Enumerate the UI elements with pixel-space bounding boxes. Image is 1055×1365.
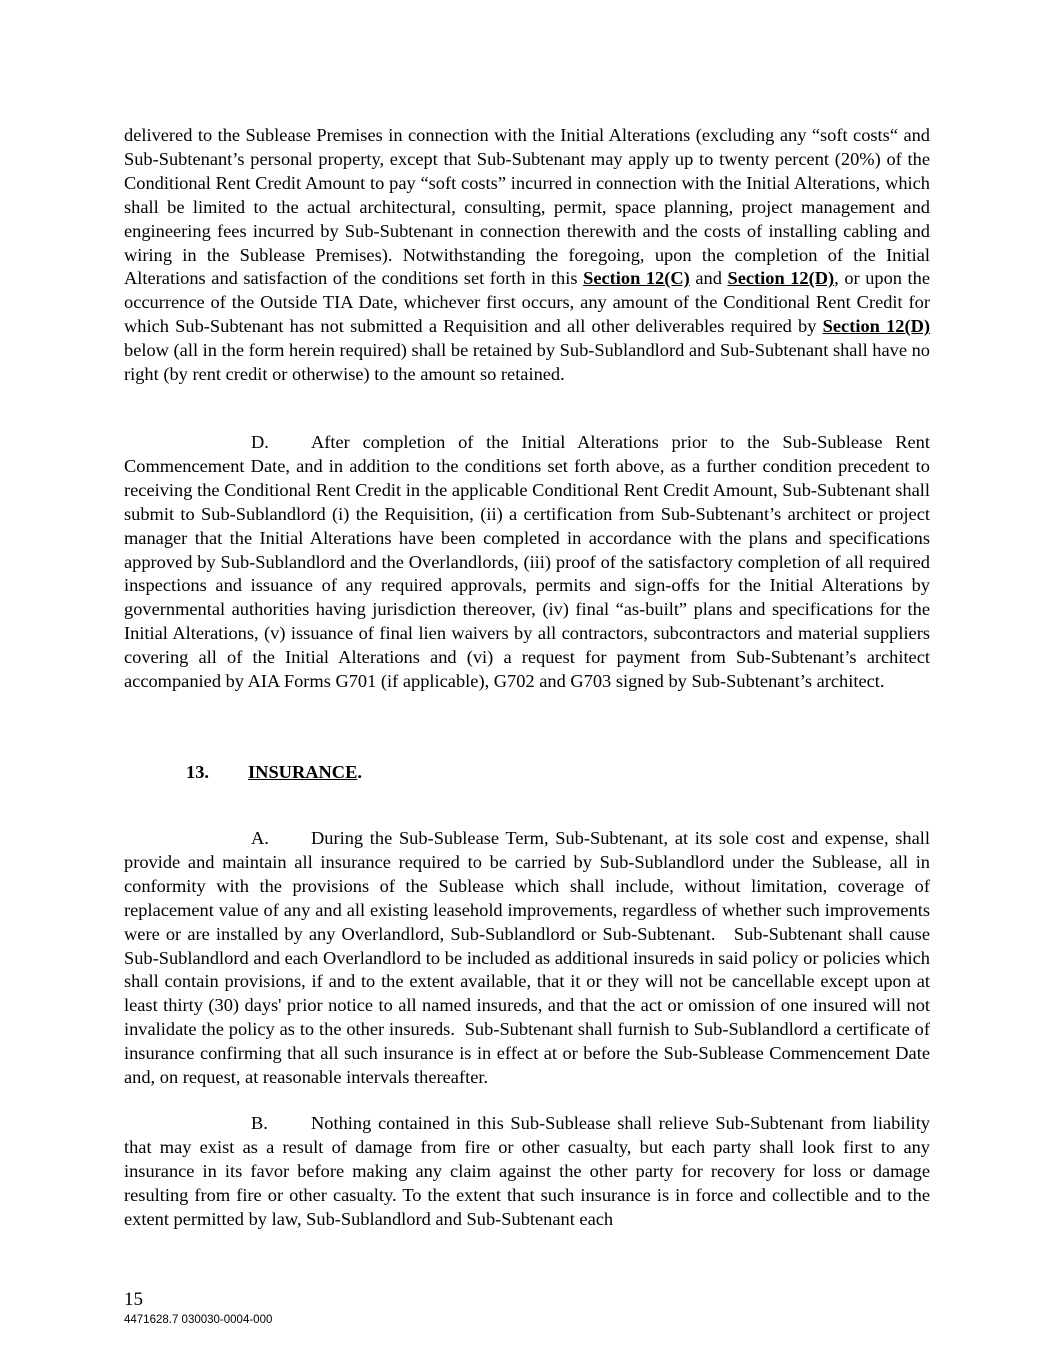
paragraph-letter: D. — [251, 432, 269, 452]
paragraph-text: delivered to the Sublease Premises in connection with the Initial Alterations (excluding any “soft costs“ and Sub-Subtenant’s personal property, except that Sub-Subtenant may apply up to twenty percent (20%) of the Conditional Rent Credit Amount to pay “soft costs” incurred in connection with the Initial Alterations, which shall be limited to the actual architectural, consulting, permit, space planning, project management and engineering fees incurred by Sub-Subtenant in connection therewith and the costs of installing cabling and wiring in the Sublease Premises). Notwithstanding the foregoing, upon the completion of the Initial Alterations and satisfaction of the conditions set forth in this — [124, 125, 930, 289]
paragraph-text: below (all in the form herein required) shall be retained by Sub-Sublandlord and Sub-Subtenant shall have no right (by rent credit or otherwise) to the amount so retained. — [124, 340, 930, 385]
paragraph-letter: B. — [251, 1113, 268, 1133]
section-12d-reference: Section 12(D) — [822, 316, 930, 337]
paragraph-text: , or upon the occurrence of the Outside TIA Date, whichever first occurs, any amount of the Conditional Rent Credit for which Sub-Subtenant has not submitted a Requisition and all other deliverables required by — [124, 268, 931, 337]
section-title: INSURANCE — [248, 762, 358, 782]
paragraph-text: After completion of the Initial Alterations prior to the Sub-Sublease Rent Commencement Date, and in addition to the conditions set forth above, as a further condition precedent to receiving the Conditional Rent Credit in the applicable Conditional Rent Credit Amount, Sub-Subtenant shall submit to Sub-Sublandlord (i) the Requisition, (ii) a certification from Sub-Subtenant’s architect or project manager that the Initial Alterations have been completed in accordance with the plans and specifications approved by Sub-Sublandlord and the Overlandlords, (iii) proof of the satisfactory completion of all required inspections and issuance of any required approvals, permits and sign-offs for the Initial Alterations by governmental authorities having jurisdiction thereover, (iv) final “as-built” plans and specifications for the Initial Alterations, (v) issuance of final lien waivers by all contractors, subcontractors and material suppliers covering all of the Initial Alterations and (vi) a request for payment from Sub-Subtenant’s architect accompanied by AIA Forms G701 (if applicable), G702 and G703 signed by Sub-Subtenant’s architect. — [124, 432, 930, 692]
page-number: 15 — [124, 1289, 143, 1310]
paragraph-12d — [124, 431, 930, 694]
paragraph-text: During the Sub-Sublease Term, Sub-Subtenant, at its sole cost and expense, shall provide and maintain all insurance required to be carried by Sub-Sublandlord under the Sublease, all in conformity with the provisions of the Sublease which shall include, without limitation, coverage of replacement value of any and all existing leasehold improvements, regardless of whether such improvements were or are installed by any Overlandlord, Sub-Sublandlord or Sub-Subtenant. Sub-Subtenant shall cause Sub-Sublandlord and each Overlandlord to be included as additional insureds in said policy or policies which shall contain provisions, if and to the extent available, that it or they will not be cancellable except upon at least thirty (30) days' prior notice to all named insureds, and that the act or omission of one insured will not invalidate the policy as to the other insureds. Sub-Subtenant shall furnish to Sub-Sublandlord a certificate of insurance confirming that all such insurance is in effect at or before the Sub-Sublease Commencement Date and, on request, at reasonable intervals thereafter. — [124, 828, 930, 1088]
paragraph-text: and — [689, 268, 728, 289]
paragraph-13b — [124, 1112, 930, 1232]
paragraph-letter: A. — [251, 828, 269, 848]
section-number: 13. — [186, 762, 209, 782]
section-12d-reference: Section 12(D) — [727, 268, 835, 289]
section-13-heading — [186, 761, 362, 785]
section-12c-reference: Section 12(C) — [583, 268, 690, 289]
paragraph-text: Nothing contained in this Sub-Sublease shall relieve Sub-Subtenant from liability that may exist as a result of damage from fire or other casualty, but each party shall look first to any insurance in its favor before making any claim against the other party for recovery for loss or damage resulting from fire or other casualty. To the extent that such insurance is in force and collectible and to the extent permitted by law, Sub-Sublandlord and Sub-Subtenant each — [124, 1113, 930, 1229]
paragraph-12c-continued — [124, 124, 930, 387]
section-title-punctuation: . — [357, 762, 362, 782]
document-id: 4471628.7 030030-0004-000 — [124, 1314, 273, 1326]
paragraph-13a — [124, 827, 930, 1090]
